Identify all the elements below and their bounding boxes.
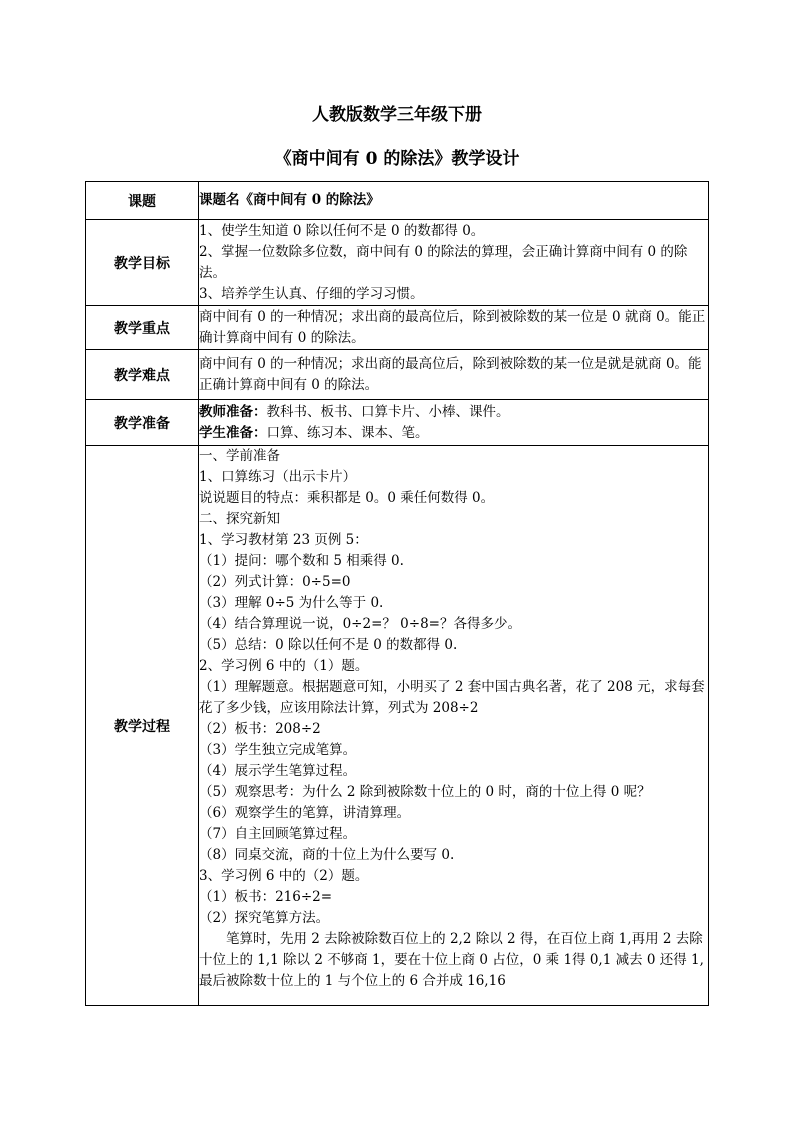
process-line: （2）探究笔算方法。 bbox=[199, 910, 330, 926]
student-prep-label: 学生准备： bbox=[199, 424, 267, 441]
process-line: （4）展示学生笔算过程。 bbox=[199, 763, 357, 779]
process-line: （2）列式计算：0÷5=0 bbox=[199, 574, 351, 590]
process-line: （5）总结：0 除以任何不是 0 的数都得 0. bbox=[199, 637, 458, 653]
process-line: 2、学习例 6 中的（1）题。 bbox=[199, 658, 369, 674]
row-topic bbox=[86, 182, 709, 220]
goal-line: 2、掌握一位数除多位数，商中间有 0 的除法的算理，会正确计算商中间有 0 的除法。 bbox=[199, 243, 688, 281]
process-lines bbox=[199, 446, 708, 929]
row-focus bbox=[86, 306, 709, 350]
process-line: （2）板书：208÷2 bbox=[199, 721, 321, 737]
process-line: 一、学前准备 bbox=[199, 448, 280, 464]
process-line: （1）理解题意。根据题意可知，小明买了 2 套中国古典名著，花了 208 元，求每套花了多少钱，应该用除法计算，列式为 208÷2 bbox=[199, 679, 705, 716]
prep-label: 教学准备 bbox=[86, 400, 199, 446]
process-line: 3、学习例 6 中的（2）题。 bbox=[199, 868, 369, 884]
process-line: 1、口算练习（出示卡片） bbox=[199, 469, 357, 485]
topic-value: 课题名《商中间有 0 的除法》 bbox=[199, 182, 709, 220]
goal-line: 1、使学生知道 0 除以任何不是 0 的数都得 0。 bbox=[199, 222, 485, 239]
goals-content bbox=[199, 220, 709, 306]
focus-value: 商中间有 0 的一种情况；求出商的最高位后，除到被除数的某一位是 0 就商 0。能正确计算商中间有 0 的除法。 bbox=[199, 306, 709, 350]
process-line: （5）观察思考：为什么 2 除到被除数十位上的 0 时，商的十位上得 0 呢？ bbox=[199, 784, 651, 800]
row-process bbox=[86, 446, 709, 1006]
student-prep-value: 口算、练习本、课本、笔。 bbox=[266, 424, 429, 441]
process-line: （8）同桌交流，商的十位上为什么要写 0. bbox=[199, 847, 455, 863]
lesson-plan-table bbox=[85, 181, 709, 1006]
teacher-prep-label: 教师准备： bbox=[199, 403, 267, 420]
process-label: 教学过程 bbox=[86, 446, 199, 1006]
document-title: 人教版数学三年级下册 bbox=[312, 105, 482, 125]
process-line: （7）自主回顾笔算过程。 bbox=[199, 826, 357, 842]
process-line: （1）提问：哪个数和 5 相乘得 0. bbox=[199, 553, 404, 569]
teacher-prep bbox=[199, 402, 708, 423]
process-line: （1）板书：216÷2= bbox=[199, 889, 333, 905]
student-prep bbox=[199, 423, 708, 444]
process-line: （3）学生独立完成笔算。 bbox=[199, 742, 357, 758]
teacher-prep-value: 教科书、板书、口算卡片、小棒、课件。 bbox=[266, 403, 510, 420]
goals-label: 教学目标 bbox=[86, 220, 199, 306]
process-line: （4）结合算理说一说，0÷2=？ 0÷8=？各得多少。 bbox=[199, 616, 521, 632]
row-difficulty bbox=[86, 350, 709, 400]
difficulty-label: 教学难点 bbox=[86, 350, 199, 400]
focus-label: 教学重点 bbox=[86, 306, 199, 350]
document-subtitle: 《商中间有 0 的除法》教学设计 bbox=[274, 149, 520, 169]
topic-label: 课题 bbox=[86, 182, 199, 220]
process-line: （3）理解 0÷5 为什么等于 0. bbox=[199, 595, 384, 611]
row-prep bbox=[86, 400, 709, 446]
process-line: 1、学习教材第 23 页例 5： bbox=[199, 532, 368, 548]
process-line: 二、探究新知 bbox=[199, 511, 280, 527]
process-line: 说说题目的特点：乘积都是 0。0 乘任何数得 0。 bbox=[199, 490, 495, 506]
process-content bbox=[199, 446, 709, 1006]
row-goals bbox=[86, 220, 709, 306]
prep-content bbox=[199, 400, 709, 446]
goal-line: 3、培养学生认真、仔细的学习习惯。 bbox=[199, 285, 424, 302]
process-line: （6）观察学生的笔算，讲清算理。 bbox=[199, 805, 411, 821]
process-paragraph: 笔算时，先用 2 去除被除数百位上的 2,2 除以 2 得，在百位上商 1,再用 2 去除十位上的 1,1 除以 2 不够商 1，要在十位上商 0 占位，0 乘 1得 0,1 减去 0 还得 1,最后被除数十位上的 1 与个位上的 6 合并成 16,16 bbox=[199, 931, 704, 989]
difficulty-value: 商中间有 0 的一种情况；求出商的最高位后，除到被除数的某一位是就是就商 0。能正确计算商中间有 0 的除法。 bbox=[199, 350, 709, 400]
